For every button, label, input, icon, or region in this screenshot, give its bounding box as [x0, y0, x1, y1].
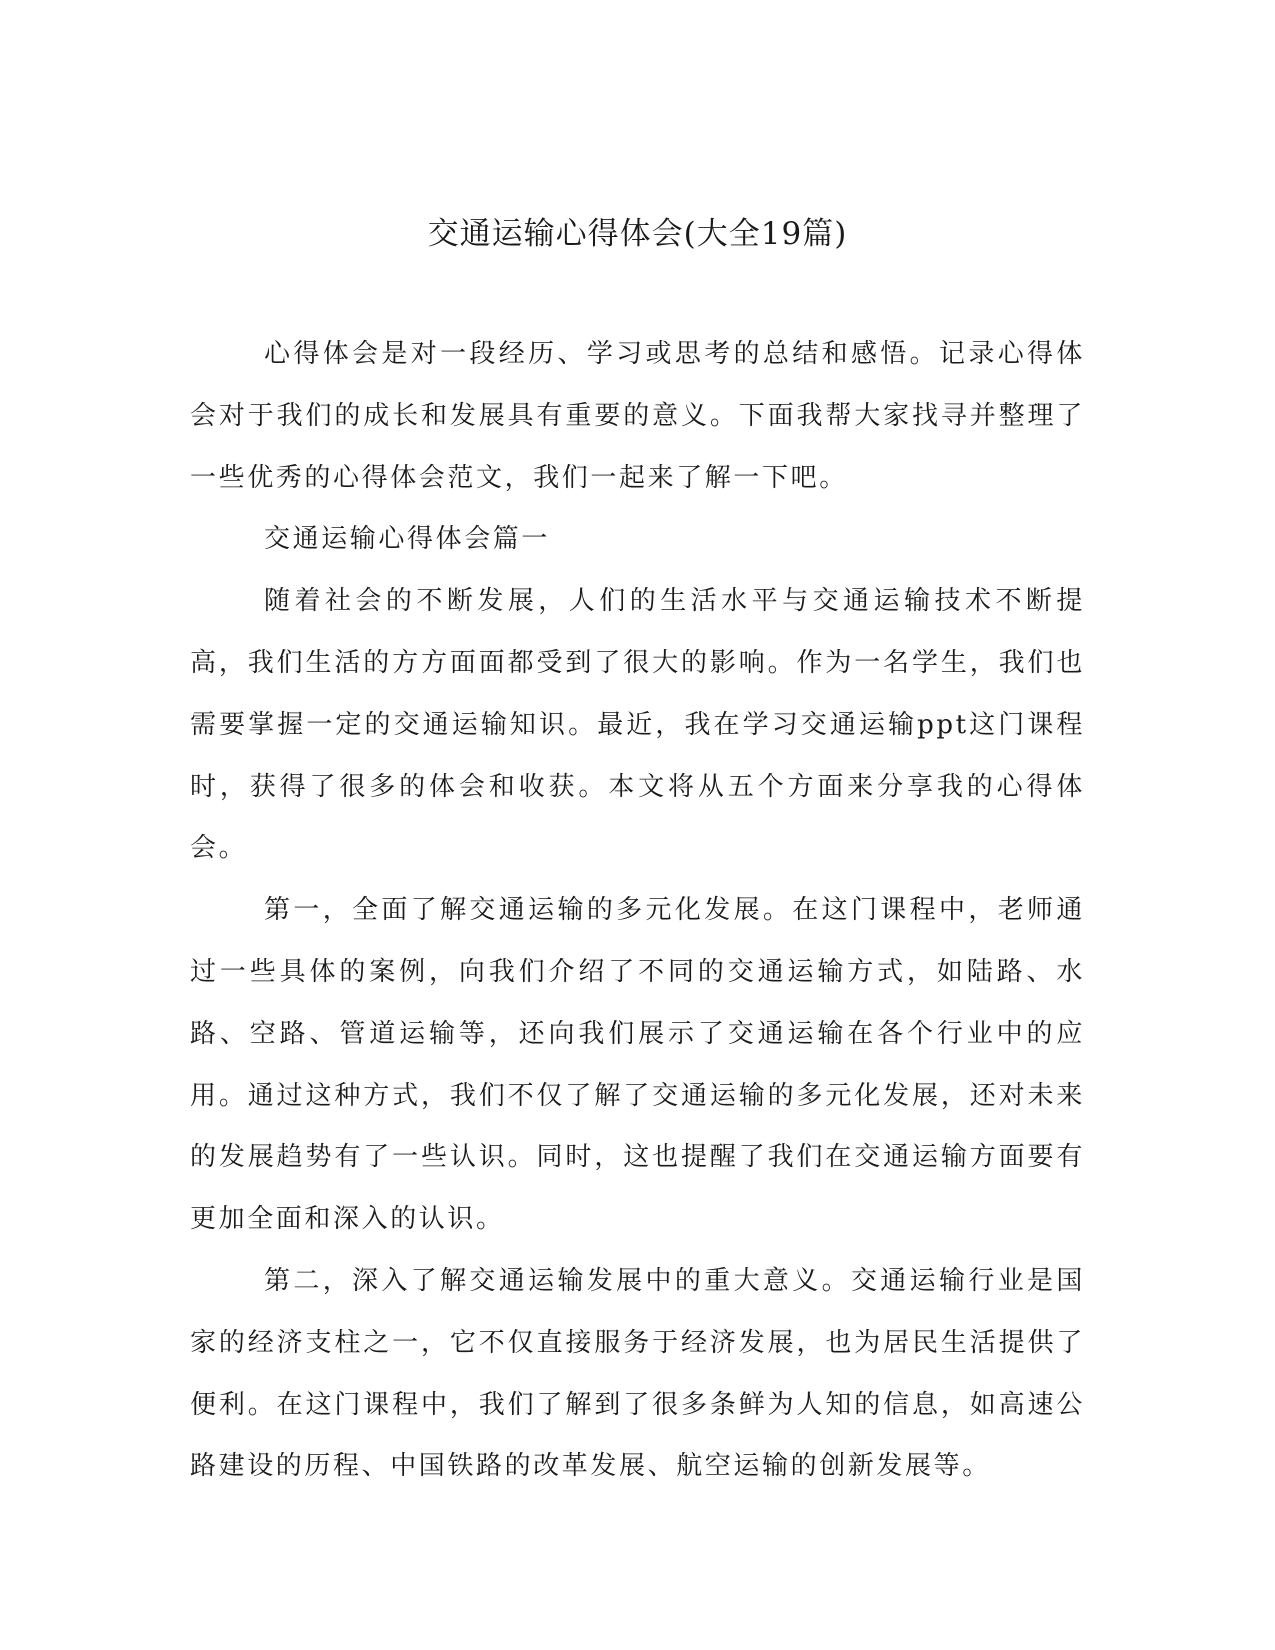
- body-paragraph: 第二，深入了解交通运输发展中的重大意义。交通运输行业是国家的经济支柱之一，它不仅直接服务于经济发展，也为居民生活提供了便利。在这门课程中，我们了解到了很多条鲜为人知的信息，如高速公路建设的历程、中国铁路的改革发展、航空运输的创新发展等。: [190, 1265, 1085, 1482]
- section-heading: 交通运输心得体会篇一: [264, 524, 551, 555]
- document-body: [190, 324, 1085, 1498]
- document-title: 交通运输心得体会(大全19篇): [427, 216, 848, 252]
- intro-paragraph: 心得体会是对一段经历、学习或思考的总结和感悟。记录心得体会对于我们的成长和发展具有重要的意义。下面我帮大家找寻并整理了一些优秀的心得体会范文，我们一起来了解一下吧。: [190, 339, 1085, 493]
- body-paragraph: 随着社会的不断发展，人们的生活水平与交通运输技术不断提高，我们生活的方方面面都受到了很大的影响。作为一名学生，我们也需要掌握一定的交通运输知识。最近，我在学习交通运输ppt这门课程时，获得了很多的体会和收获。本文将从五个方面来分享我的心得体会。: [190, 586, 1085, 864]
- body-paragraph: 第一，全面了解交通运输的多元化发展。在这门课程中，老师通过一些具体的案例，向我们介绍了不同的交通运输方式，如陆路、水路、空路、管道运输等，还向我们展示了交通运输在各个行业中的应用。通过这种方式，我们不仅了解了交通运输的多元化发展，还对未来的发展趋势有了一些认识。同时，这也提醒了我们在交通运输方面要有更加全面和深入的认识。: [190, 895, 1085, 1235]
